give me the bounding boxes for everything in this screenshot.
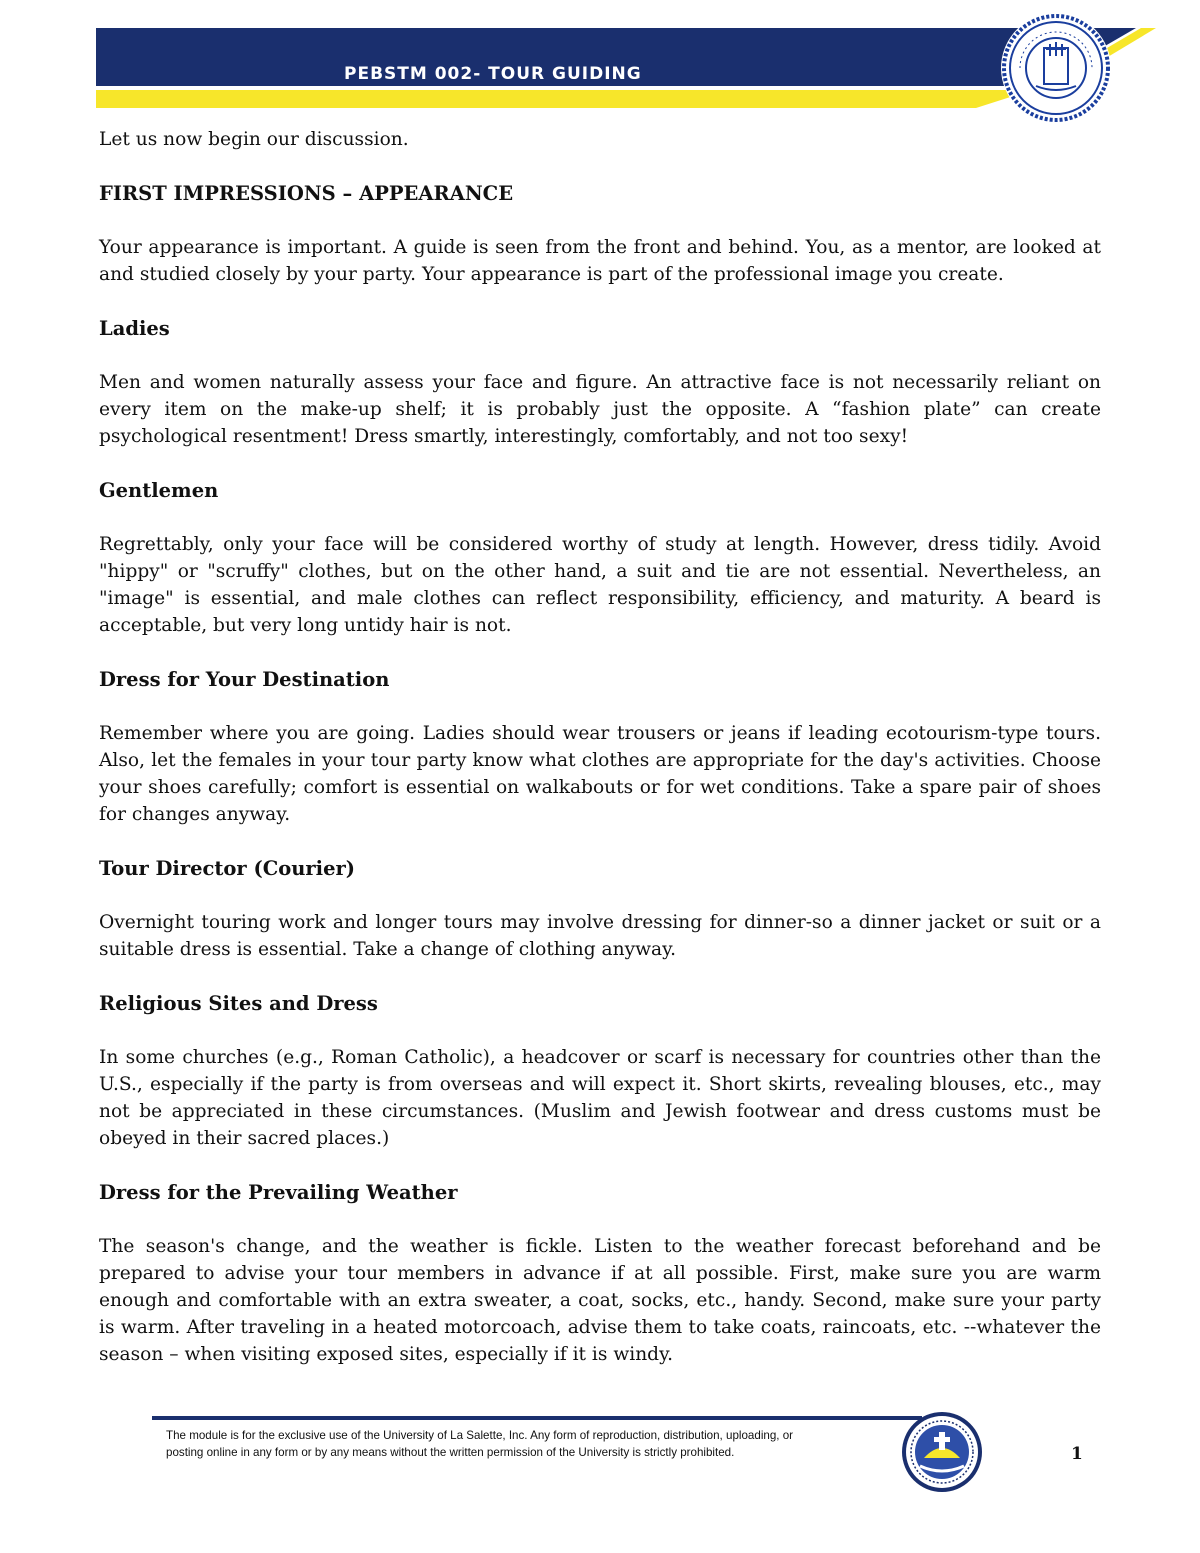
university-seal-icon bbox=[998, 10, 1114, 126]
paragraph-destination: Remember where you are going. Ladies should wear trousers or jeans if leading ecotourism-type tours. Also, let the females in your tour party know what clothes are appropriate for the day's activities. Choose your shoes carefully; comfort is essential on walkabouts or for wet conditions. Take a spare pair of shoes for changes anyway. bbox=[99, 723, 1101, 825]
subheading-gentlemen: Gentlemen bbox=[99, 479, 219, 502]
paragraph-weather: The season's change, and the weather is fickle. Listen to the weather forecast beforehand and be prepared to advise your tour members in advance if at all possible. First, make sure you are warm enough and comfortable with an extra sweater, a coat, socks, etc., handy. Second, make sure your party is warm. After traveling in a heated motorcoach, advise them to take coats, raincoats, etc. --whatever the season – when visiting exposed sites, especially if it is windy. bbox=[99, 1236, 1101, 1365]
page-number: 1 bbox=[1071, 1444, 1083, 1464]
section-intro: Your appearance is important. A guide is seen from the front and behind. You, as a mentor, are looked at and studied closely by your party. Your appearance is part of the professional image you create. bbox=[99, 237, 1101, 285]
college-seal-icon bbox=[900, 1410, 984, 1494]
paragraph-gentlemen: Regrettably, only your face will be considered worthy of study at length. However, dress tidily. Avoid "hippy" or "scruffy" clothes, but on the other hand, a suit and tie are not essential. Nevertheless, an "image" is essential, and male clothes can reflect responsibility, efficiency, and maturity. A beard is acceptable, but very long untidy hair is not. bbox=[99, 534, 1101, 636]
copyright-line-1: The module is for the exclusive use of the University of La Salette, Inc. Any form of reproduction, distribution, uploading, or bbox=[166, 1429, 794, 1442]
page-header bbox=[96, 28, 1156, 110]
paragraph-tour-director: Overnight touring work and longer tours may involve dressing for dinner-so a dinner jacket or suit or a suitable dress is essential. Take a change of clothing anyway. bbox=[99, 912, 1101, 960]
subheading-destination: Dress for Your Destination bbox=[99, 668, 390, 691]
subheading-religious-sites: Religious Sites and Dress bbox=[99, 992, 378, 1015]
footer-divider bbox=[152, 1416, 922, 1420]
subheading-ladies: Ladies bbox=[99, 317, 170, 340]
paragraph-ladies: Men and women naturally assess your face and figure. An attractive face is not necessarily reliant on every item on the make-up shelf; it is probably just the opposite. A “fashion plate” can create psychological resentment! Dress smartly, interestingly, comfortably, and not too sexy! bbox=[99, 372, 1101, 447]
subheading-weather: Dress for the Prevailing Weather bbox=[99, 1181, 458, 1204]
section-title: FIRST IMPRESSIONS – APPEARANCE bbox=[99, 182, 514, 205]
subheading-tour-director: Tour Director (Courier) bbox=[99, 857, 355, 880]
intro-text: Let us now begin our discussion. bbox=[99, 129, 409, 150]
module-content bbox=[99, 126, 1101, 1368]
copyright-notice bbox=[166, 1427, 886, 1461]
copyright-line-2: posting online in any form or by any means without the written permission of the University is strictly prohibited. bbox=[166, 1446, 735, 1459]
course-title: PEBSTM 002- TOUR GUIDING bbox=[344, 64, 642, 84]
paragraph-religious-sites: In some churches (e.g., Roman Catholic), a headcover or scarf is necessary for countries other than the U.S., especially if the party is from overseas and will expect it. Short skirts, revealing blouses, etc., may not be appreciated in these circumstances. (Muslim and Jewish footwear and dress customs must be obeyed in their sacred places.) bbox=[99, 1047, 1101, 1149]
